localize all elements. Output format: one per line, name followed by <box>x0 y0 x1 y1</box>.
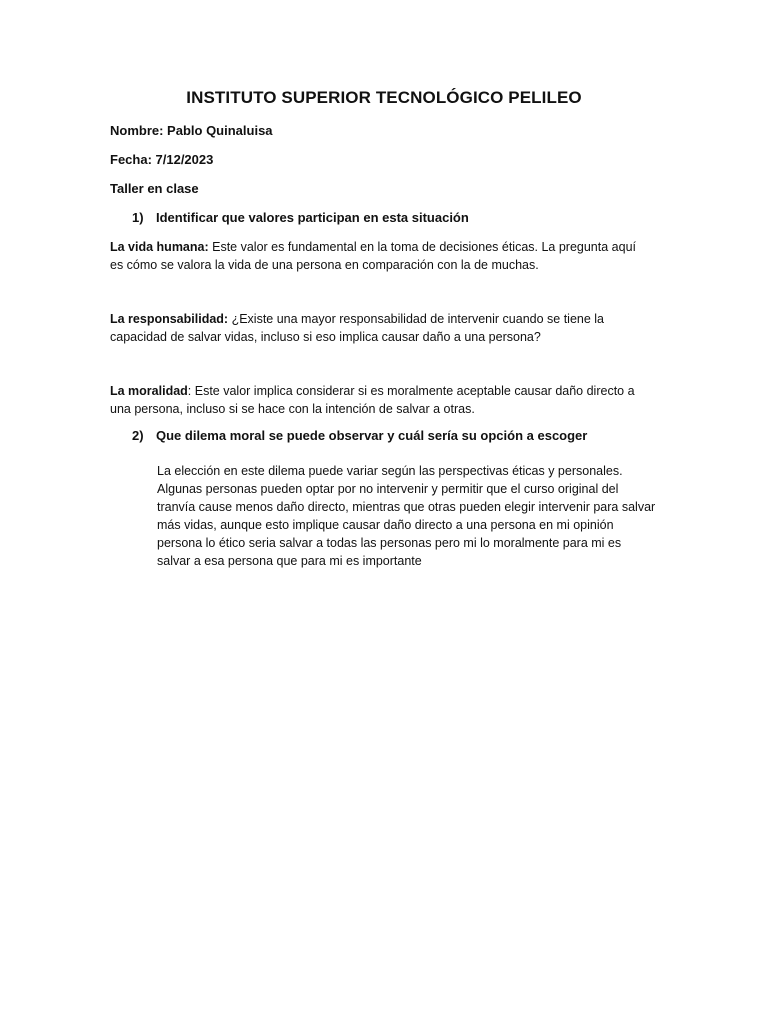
value-paragraph-responsibility <box>110 310 650 346</box>
question-2-number: 2) <box>132 428 144 443</box>
value-text: Este valor es fundamental en la toma de decisiones éticas. La pregunta aquí es cómo se valora la vida de una persona en comparación con la de muchas. <box>110 240 636 272</box>
student-name: Nombre: Pablo Quinaluisa <box>110 123 273 138</box>
value-paragraph-morality <box>110 382 650 418</box>
value-text: ¿Existe una mayor responsabilidad de intervenir cuando se tiene la capacidad de salvar vidas, incluso si eso implica causar daño a una persona? <box>110 312 605 344</box>
question-2-text: Que dilema moral se puede observar y cuál sería su opción a escoger <box>156 428 588 443</box>
question-2-heading <box>132 428 587 443</box>
workshop-label: Taller en clase <box>110 181 199 196</box>
value-paragraph-human-life <box>110 238 650 274</box>
value-label: La moralidad <box>110 384 188 398</box>
question-1-number: 1) <box>132 210 144 225</box>
value-text: : Este valor implica considerar si es moralmente aceptable causar daño directo a una persona, incluso si se hace con la intención de salvar a otras. <box>110 384 635 416</box>
value-label: La vida humana: <box>110 240 209 254</box>
answer-2-paragraph: La elección en este dilema puede variar según las perspectivas éticas y personales. Algunas personas pueden optar por no intervenir y permitir que el curso original del tranvía cause menos daño directo, mientras que otras pueden elegir intervenir para salvar más vidas, aunque esto implique causar daño directo a una persona en mi opinión persona lo ético seria salvar a todas las personas pero mi lo moralmente para mi es salvar a esa persona que para mi es importante <box>157 464 656 568</box>
document-title: INSTITUTO SUPERIOR TECNOLÓGICO PELILEO <box>186 88 582 107</box>
question-1-text: Identificar que valores participan en esta situación <box>156 210 469 225</box>
value-label: La responsabilidad: <box>110 312 229 326</box>
date-line: Fecha: 7/12/2023 <box>110 152 214 167</box>
question-1-heading <box>132 210 469 225</box>
